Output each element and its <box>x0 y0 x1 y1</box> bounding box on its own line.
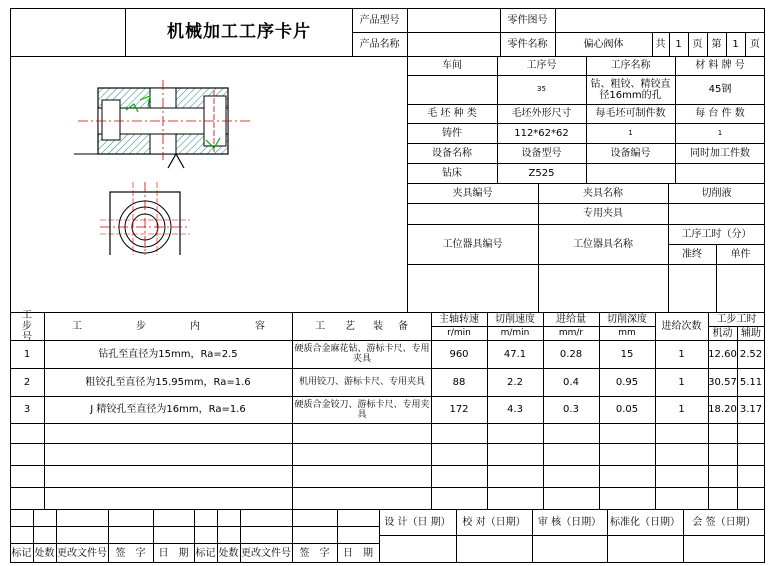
page-label: 页 <box>692 38 703 50</box>
equip-name-label: 设备名称 <box>432 147 472 159</box>
process-no-value: 35 <box>537 85 546 93</box>
bottom-sign: 签 字 <box>115 547 146 559</box>
col-step-no: 工步号 <box>22 309 32 343</box>
step-depth: 0.95 <box>615 376 639 388</box>
card-title: 机械加工工序卡片 <box>167 21 311 42</box>
bottom-mark-2: 标记 <box>195 547 216 559</box>
col-machine: 机动 <box>712 327 733 339</box>
sign-check: 校 对（日期） <box>462 516 526 528</box>
col-spindle-unit: r/min <box>447 328 471 338</box>
blank-size-value: 112*62*62 <box>514 127 569 139</box>
simul-value <box>675 163 765 183</box>
hours-prep-label: 准终 <box>682 248 702 260</box>
per-machine-label: 每 台 件 数 <box>695 108 745 119</box>
per-machine-value: 1 <box>717 128 723 137</box>
col-equip-c4: 备 <box>398 320 408 332</box>
step-feed: 0.3 <box>563 404 579 415</box>
step-machine: 30.57 <box>708 376 737 388</box>
step-aux: 2.52 <box>739 348 763 360</box>
equip-no-label: 设备编号 <box>610 147 651 159</box>
step-equip: 机用铰刀、游标卡尺、专用夹具 <box>298 377 425 387</box>
bottom-sign-2: 签 字 <box>299 547 330 559</box>
product-model-value <box>407 8 500 32</box>
station-tool-name-label: 工位器具名称 <box>573 238 633 250</box>
product-name-value <box>407 32 500 56</box>
part-name-value: 偏心阀体 <box>583 38 624 50</box>
step-passes: 1 <box>678 404 685 415</box>
blank-type-label: 毛 坯 种 类 <box>427 108 477 119</box>
blank-parts-label: 每毛坯可制件数 <box>595 108 666 119</box>
sign-approve: 会 签（日期） <box>692 516 756 528</box>
bottom-date: 日 期 <box>158 547 189 559</box>
step-machine: 12.60 <box>708 348 737 360</box>
step-speed: 47.1 <box>503 348 527 360</box>
col-content-c3: 内 <box>190 320 200 332</box>
step-speed: 4.3 <box>507 404 523 415</box>
step-aux: 5.11 <box>739 376 763 388</box>
step-spindle: 172 <box>449 404 469 415</box>
col-feed: 进给量 <box>556 313 586 325</box>
col-content-c4: 容 <box>255 320 265 332</box>
material-label: 材 料 牌 号 <box>695 60 745 71</box>
col-feed-unit: mm/r <box>558 328 584 338</box>
col-equip-c1: 工 <box>315 320 325 332</box>
col-cut-speed-unit: m/min <box>500 328 530 338</box>
step-passes: 1 <box>678 376 685 388</box>
step-equip: 硬质合金麻花钻、游标卡尺、专用夹具 <box>294 344 430 364</box>
workshop-label: 车间 <box>442 60 462 71</box>
bottom-count: 处数 <box>34 547 55 559</box>
step-feed: 0.4 <box>563 376 579 388</box>
bottom-date-2: 日 期 <box>343 547 373 559</box>
blank-size-label: 毛坯外形尺寸 <box>511 108 572 119</box>
part-drawing-value <box>555 8 765 32</box>
fixture-no-label: 夹具编号 <box>452 187 493 199</box>
step-spindle: 88 <box>452 376 466 388</box>
plan-view <box>100 182 190 255</box>
sign-standard: 标准化（日期） <box>610 516 680 528</box>
step-content: J 精铰孔至直径为16mm，Ra=1.6 <box>90 404 246 415</box>
total-value: 1 <box>675 38 682 50</box>
col-cut-speed: 切削速度 <box>495 313 535 325</box>
hours-label: 工序工时（分） <box>681 228 752 240</box>
product-model-label: 产品型号 <box>359 14 400 26</box>
fixture-name-label: 夹具名称 <box>583 187 623 199</box>
equip-name-value: 钻床 <box>442 167 462 179</box>
col-spindle: 主轴转速 <box>439 313 479 325</box>
step-equip: 硬质合金铰刀、游标卡尺、专用夹具 <box>294 399 430 420</box>
step-spindle: 960 <box>449 348 469 360</box>
material-value: 45钢 <box>708 84 732 95</box>
section-view <box>74 80 250 168</box>
col-step-hours: 工步工时 <box>716 313 757 325</box>
station-tool-no-label: 工位器具编号 <box>442 238 503 250</box>
sheet-label: 第 <box>711 38 722 50</box>
col-depth: 切削深度 <box>607 313 647 325</box>
blank-parts-value: 1 <box>628 128 633 137</box>
step-content: 粗铰孔至直径为15.95mm，Ra=1.6 <box>85 376 251 388</box>
col-passes: 进给次数 <box>661 320 702 332</box>
step-no: 1 <box>23 348 31 360</box>
sign-review: 审 核（日期） <box>537 516 602 528</box>
part-drawing-label: 零件图号 <box>507 14 548 26</box>
col-equip-c3: 装 <box>373 320 383 332</box>
sign-design: 设 计（日 期） <box>384 516 451 528</box>
equip-model-label: 设备型号 <box>521 147 562 159</box>
step-machine: 18.20 <box>708 404 737 415</box>
hours-unit-label: 单件 <box>730 248 751 260</box>
simul-label: 同时加工件数 <box>690 147 750 159</box>
step-aux: 3.17 <box>739 404 763 415</box>
equip-model-value: Z525 <box>528 167 555 179</box>
product-name-label: 产品名称 <box>359 38 400 50</box>
col-content-c2: 步 <box>136 320 146 332</box>
process-name-label: 工序名称 <box>610 60 651 71</box>
step-depth: 0.05 <box>615 404 639 415</box>
bottom-mark: 标记 <box>11 547 32 559</box>
equip-no-value <box>586 163 675 183</box>
page-label-2: 页 <box>750 38 760 50</box>
part-name-label: 零件名称 <box>507 38 548 50</box>
blank-type-value: 铸件 <box>442 127 462 139</box>
bottom-doc: 更改文件号 <box>57 547 107 559</box>
sheet-value: 1 <box>732 38 739 50</box>
fixture-name-value: 专用夹具 <box>583 208 623 219</box>
step-passes: 1 <box>678 348 685 360</box>
col-content-c1: 工 <box>72 320 82 332</box>
step-no: 3 <box>23 404 31 415</box>
step-speed: 2.2 <box>507 376 523 388</box>
step-content: 钻孔至直径为15mm，Ra=2.5 <box>98 348 238 360</box>
col-depth-unit: mm <box>618 328 636 338</box>
step-depth: 15 <box>620 348 634 360</box>
bottom-count-2: 处数 <box>218 547 239 559</box>
coolant-label: 切削液 <box>701 187 732 199</box>
process-name-value: 钻、粗铰、精铰直径16mm的孔 <box>590 78 671 101</box>
step-no: 2 <box>23 376 31 388</box>
bottom-doc-2: 更改文件号 <box>241 547 291 559</box>
step-feed: 0.28 <box>559 348 583 360</box>
total-label: 共 <box>655 38 666 50</box>
col-equip-c2: 艺 <box>345 320 355 332</box>
process-no-label: 工序号 <box>526 60 557 71</box>
workshop-value <box>407 75 497 104</box>
col-aux: 辅助 <box>741 327 761 339</box>
